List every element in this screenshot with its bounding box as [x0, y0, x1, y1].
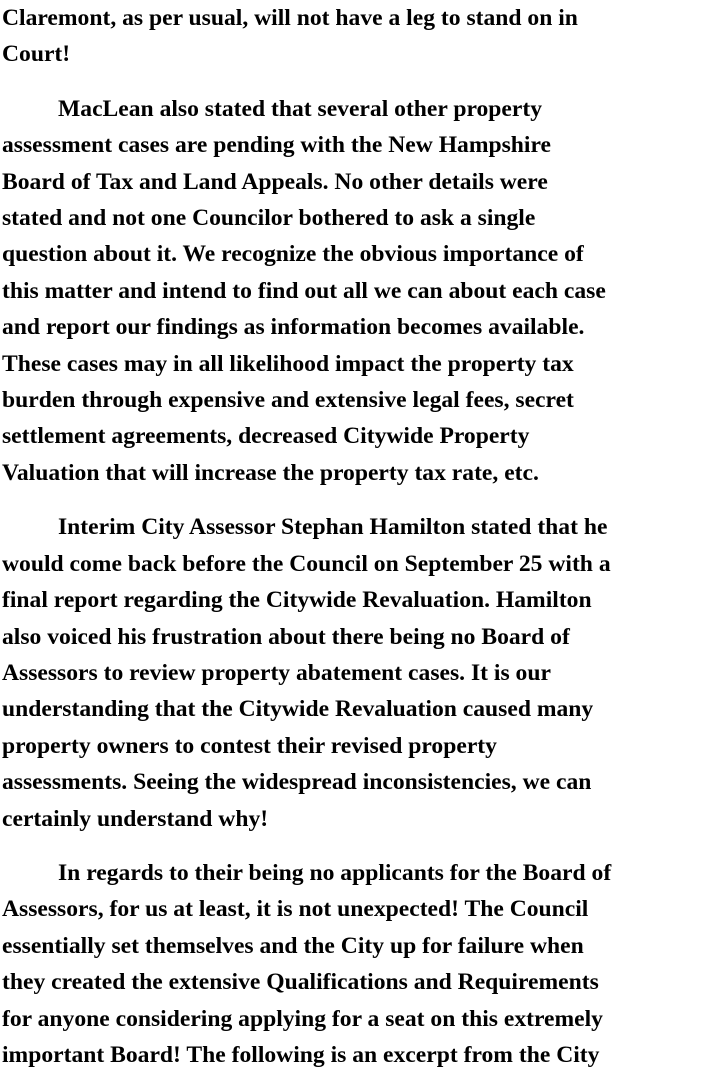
text-line: Assessors to review property abatement cases. It is our [2, 659, 551, 686]
paragraph-3 [2, 509, 713, 837]
text-line: MacLean also stated that several other property [58, 95, 543, 122]
text-line: settlement agreements, decreased Citywide Property [2, 423, 530, 450]
text-line: also voiced his frustration about there being no Board of [2, 623, 570, 650]
text-line: property owners to contest their revised property [2, 732, 497, 759]
text-line: In regards to their being no applicants for the Board of [58, 859, 612, 886]
text-line: Assessors, for us at least, it is not unexpected! The Council [2, 896, 589, 923]
text-line: and report our findings as information becomes available. [2, 314, 585, 341]
text-line: for anyone considering applying for a seat on this extremely [2, 1005, 603, 1032]
text-line: Court! [2, 41, 71, 68]
paragraph-1 [2, 0, 713, 73]
text-line: final report regarding the Citywide Revaluation. Hamilton [2, 587, 592, 614]
text-line: certainly understand why! [2, 805, 269, 832]
text-line: understanding that the Citywide Revaluation caused many [2, 696, 594, 723]
text-line: question about it. We recognize the obvious importance of [2, 241, 584, 268]
text-line: they created the extensive Qualifications and Requirements [2, 969, 599, 996]
text-line: assessment cases are pending with the New Hampshire [2, 132, 551, 159]
text-line: Interim City Assessor Stephan Hamilton stated that he [58, 514, 608, 541]
paragraph-2 [2, 91, 713, 491]
text-line: Claremont, as per usual, will not have a leg to stand on in [2, 5, 578, 31]
text-line: assessments. Seeing the widespread inconsistencies, we can [2, 769, 592, 796]
text-line: burden through expensive and extensive legal fees, secret [2, 387, 574, 414]
text-line: Valuation that will increase the property tax rate, etc. [2, 459, 539, 486]
text-line: These cases may in all likelihood impact the property tax [2, 350, 574, 377]
paragraph-4 [2, 855, 713, 1073]
text-line: Board of Tax and Land Appeals. No other details were [2, 168, 548, 195]
text-line: important Board! The following is an excerpt from the City [2, 1041, 600, 1068]
text-line: this matter and intend to find out all we can about each case [2, 277, 606, 304]
text-line: essentially set themselves and the City up for failure when [2, 932, 584, 959]
text-line: would come back before the Council on September 25 with a [2, 550, 611, 577]
text-line: stated and not one Councilor bothered to ask a single [2, 205, 536, 232]
document-page [2, 0, 713, 1073]
